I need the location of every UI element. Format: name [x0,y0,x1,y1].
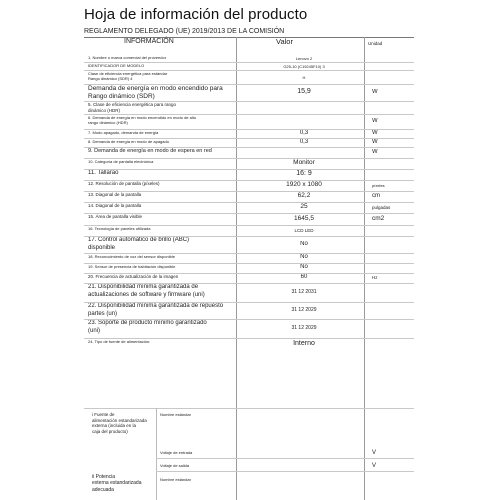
row-label: 9. Demanda de energía en modo de espera en red [88,148,212,154]
row-unit: Hz [372,275,378,281]
output-voltage-label: Voltaje de salida [160,463,190,468]
row-label: IDENTIFICADOR DE MODELO [88,63,145,68]
row-unit: cm [372,192,380,199]
row-value: No [300,240,308,247]
row-label: 16. Tecnología de paneles utilizada [88,226,151,231]
row-value: Monitor [293,159,315,167]
row-value: 16: 9 [296,170,312,178]
row-unit: cm2 [372,214,385,222]
table-row [84,236,414,254]
row-value: H [302,74,306,80]
row-label: 14. Diagonal de la pantalla [88,203,142,208]
row-label: 13. Diagonal de la pantalla [88,192,142,197]
row-label: 7. Modo apagado, demanda de energía [88,130,159,135]
row-label: 17. Control automático de brillo (ABC) disponible [88,237,190,251]
row-label: 1. Nombre o marca comercial del proveedor [88,55,167,60]
table-row [84,101,414,115]
row-label: 8. Demanda de energía en modo de apagado [88,139,169,144]
table-row [84,70,414,85]
row-label: 11. Tallarao [88,170,119,176]
row-unit: W [372,138,378,145]
row-value: LCD LED [294,227,314,233]
row-value: 0,3 [299,129,309,136]
row-label: 12. Resolución de pantalla (píxeles) [88,181,160,186]
row-label: 21. Disponibilidad mínima garantizada de actualizaciones de software y firmware (uni) [88,284,205,298]
table-row [84,338,414,409]
row-value: 1920 x 1080 [286,181,322,189]
row-value: 0,3 [299,138,309,145]
row-label: 19. Sensor de presencia de habitación disponible [88,264,176,269]
row-label: Clase de eficiencia energética para estándar Rango dinámico (SDR) 4 [88,71,168,81]
external-psu-label: i Fuente de alimentación estandarizada externa (incluida en la caja del producto) [92,412,147,434]
row-value: 15,9 [297,88,311,96]
row-value: G25-10 (C19245F10) 3 [283,63,325,69]
row-value: 31 12 2029 [291,325,317,332]
header-unidad: Unidad [368,41,383,46]
external-power-label: ii Potencia externa estandarizada adecuada [92,474,142,493]
header-informacion: INFORMACIÓN [124,38,174,45]
output-rule [156,471,414,472]
table-row [84,84,414,102]
row-value: No [300,254,308,261]
table-row [84,319,414,339]
row-value: Interno [293,340,315,347]
row-unit: W [372,117,378,124]
row-label: 20. Frecuencia de actualización de la imagen [88,274,179,279]
row-value: No [300,264,308,271]
power-standard-name-label: Nombre estándar [160,477,191,482]
row-unit: W [372,129,378,136]
row-value: 62,2 [297,192,311,200]
row-label: 5. Clase de eficiencia energética para rango dinámico (HDR) [88,102,177,113]
row-value: 60 [300,274,308,281]
row-label: 18. Reconocimiento de voz del sensor disponible [88,254,175,259]
row-label: 15. Área de pantalla visible [88,214,143,219]
document-title: Hoja de información del producto [84,6,308,23]
table-row [84,302,414,320]
row-label: 24. Tipo de fuente de alimentación: [88,339,151,344]
row-label: 23. Soporte de producto mínimo garantizado (uni) [88,320,207,334]
row-value: 25 [300,203,308,211]
row-value: 31 12 2029 [291,307,317,314]
row-unit: píxeles [372,183,385,188]
table-row [84,114,414,130]
input-rule [156,458,414,459]
row-label: Demanda de energía en modo encendido para Rango dinámico (SDR) [88,85,223,101]
output-voltage-unit: V [372,463,377,469]
input-voltage-unit: V [372,450,377,456]
header-valor: Valor [276,37,293,46]
table-row [84,283,414,303]
row-unit: W [372,88,378,95]
row-value: Lenovo 2 [295,55,313,61]
standard-name-label: Nombre estándar [160,412,191,417]
row-label: 22. Disponibilidad mínima garantizada de repuesto partes (un) [88,303,224,317]
input-voltage-label: Voltaje de entrada [160,450,193,455]
row-value: 1645,5 [294,214,314,222]
row-label: 10. Categoría de pantalla electrónica [88,159,154,164]
regulation-subtitle: REGLAMENTO DELEGADO (UE) 2019/2013 DE LA COMISIÓN [84,28,285,35]
row-label: 6. Demanda de energía en modo encendido en modo de alto rango dinámico (HDR) [88,115,197,125]
row-value: 31 12 2031 [291,289,317,296]
row-unit: W [372,148,378,155]
row-unit: pulgadas [372,204,391,210]
